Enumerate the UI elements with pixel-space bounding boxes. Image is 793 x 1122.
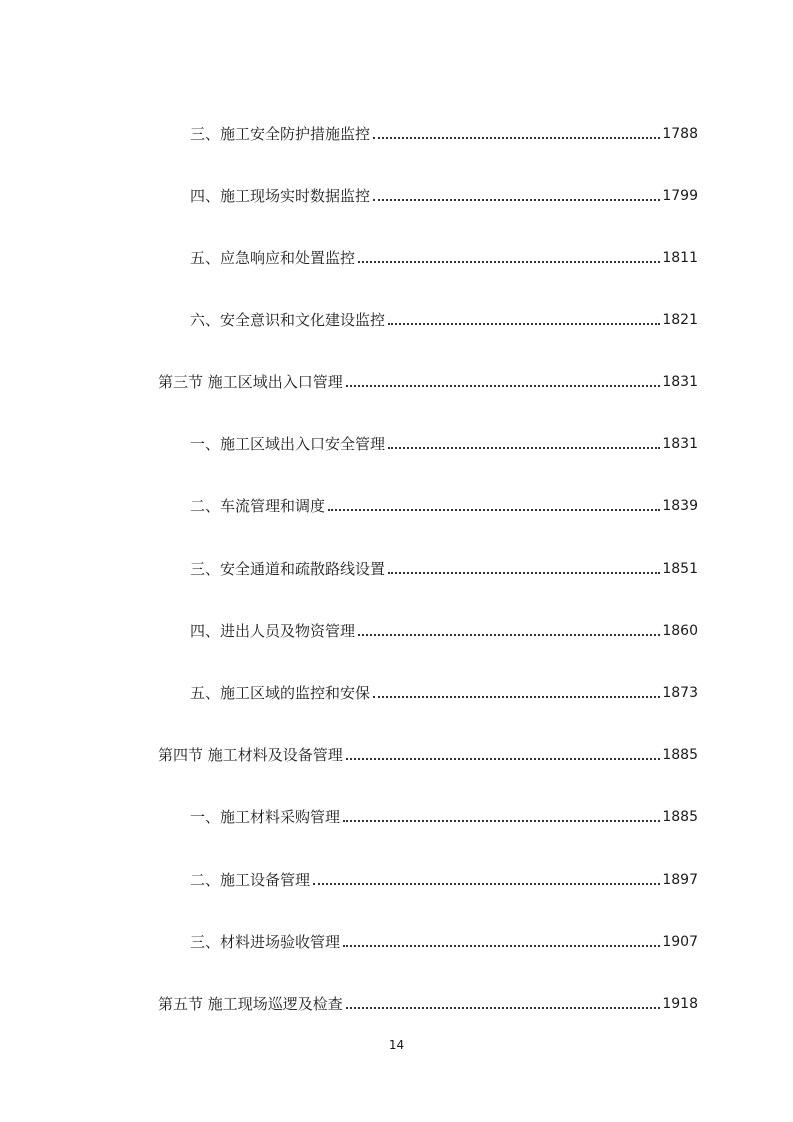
toc-entry[interactable] <box>190 677 698 703</box>
toc-dot-leader <box>313 882 660 885</box>
toc-dot-leader <box>346 384 661 387</box>
toc-entry-title: 四、施工现场实时数据监控 <box>190 187 371 205</box>
toc-entry-page: 1851 <box>662 561 698 577</box>
toc-dot-leader <box>358 260 660 263</box>
toc-entry-page: 1860 <box>662 623 698 639</box>
toc-entry-title: 六、安全意识和文化建设监控 <box>190 311 386 329</box>
toc-entry[interactable] <box>190 428 698 454</box>
toc-dot-leader <box>388 571 660 574</box>
toc-dot-leader <box>388 322 660 325</box>
toc-entry-title: 第三节 施工区域出入口管理 <box>158 373 343 391</box>
toc-entry-page: 1799 <box>662 188 698 204</box>
toc-entry-page: 1831 <box>662 436 698 452</box>
toc-entry[interactable] <box>190 926 698 952</box>
toc-dot-leader <box>328 508 660 511</box>
toc-entry-title: 四、进出人员及物资管理 <box>190 622 356 640</box>
toc-section-entry[interactable] <box>158 366 698 392</box>
toc-entry-page: 1821 <box>662 312 698 328</box>
toc-entry-page: 1811 <box>662 250 698 266</box>
toc-entry-page: 1885 <box>662 747 698 763</box>
toc-entry-page: 1831 <box>662 374 698 390</box>
toc-entry-title: 一、施工材料采购管理 <box>190 808 341 826</box>
toc-entry-title: 三、安全通道和疏散路线设置 <box>190 560 386 578</box>
toc-entry[interactable] <box>190 801 698 827</box>
toc-dot-leader <box>358 633 660 636</box>
toc-entry-title: 第四节 施工材料及设备管理 <box>158 746 343 764</box>
toc-dot-leader <box>388 446 660 449</box>
toc-entry-title: 第五节 施工现场巡逻及检查 <box>158 995 343 1013</box>
toc-entry-title: 三、材料进场验收管理 <box>190 933 341 951</box>
toc-entry-page: 1918 <box>662 996 698 1012</box>
toc-dot-leader <box>373 136 660 139</box>
toc-entry-page: 1885 <box>662 809 698 825</box>
toc-entry[interactable] <box>190 864 698 890</box>
toc-entry-page: 1839 <box>662 498 698 514</box>
toc-section-entry[interactable] <box>158 988 698 1014</box>
toc-entry-title: 二、施工设备管理 <box>190 871 311 889</box>
toc-entry-page: 1907 <box>662 934 698 950</box>
toc-entry-title: 五、施工区域的监控和安保 <box>190 684 371 702</box>
toc-section-entry[interactable] <box>158 739 698 765</box>
toc-entry[interactable] <box>190 118 698 144</box>
toc-entry-title: 二、车流管理和调度 <box>190 497 326 515</box>
toc-dot-leader <box>343 944 660 947</box>
toc-entry[interactable] <box>190 553 698 579</box>
toc-entry-title: 五、应急响应和处置监控 <box>190 249 356 267</box>
toc-entry[interactable] <box>190 242 698 268</box>
toc-entry[interactable] <box>190 490 698 516</box>
toc-dot-leader <box>373 198 660 201</box>
toc-entry-page: 1788 <box>662 126 698 142</box>
toc-entry[interactable] <box>190 180 698 206</box>
toc-dot-leader <box>373 695 660 698</box>
toc-entry-title: 一、施工区域出入口安全管理 <box>190 435 386 453</box>
toc-dot-leader <box>346 757 661 760</box>
toc-entry[interactable] <box>190 304 698 330</box>
toc-dot-leader <box>346 1006 661 1009</box>
toc-entry[interactable] <box>190 615 698 641</box>
page-number: 14 <box>388 1038 405 1052</box>
toc-dot-leader <box>343 819 660 822</box>
toc-entry-title: 三、施工安全防护措施监控 <box>190 125 371 143</box>
toc-entry-page: 1897 <box>662 872 698 888</box>
toc-entry-page: 1873 <box>662 685 698 701</box>
